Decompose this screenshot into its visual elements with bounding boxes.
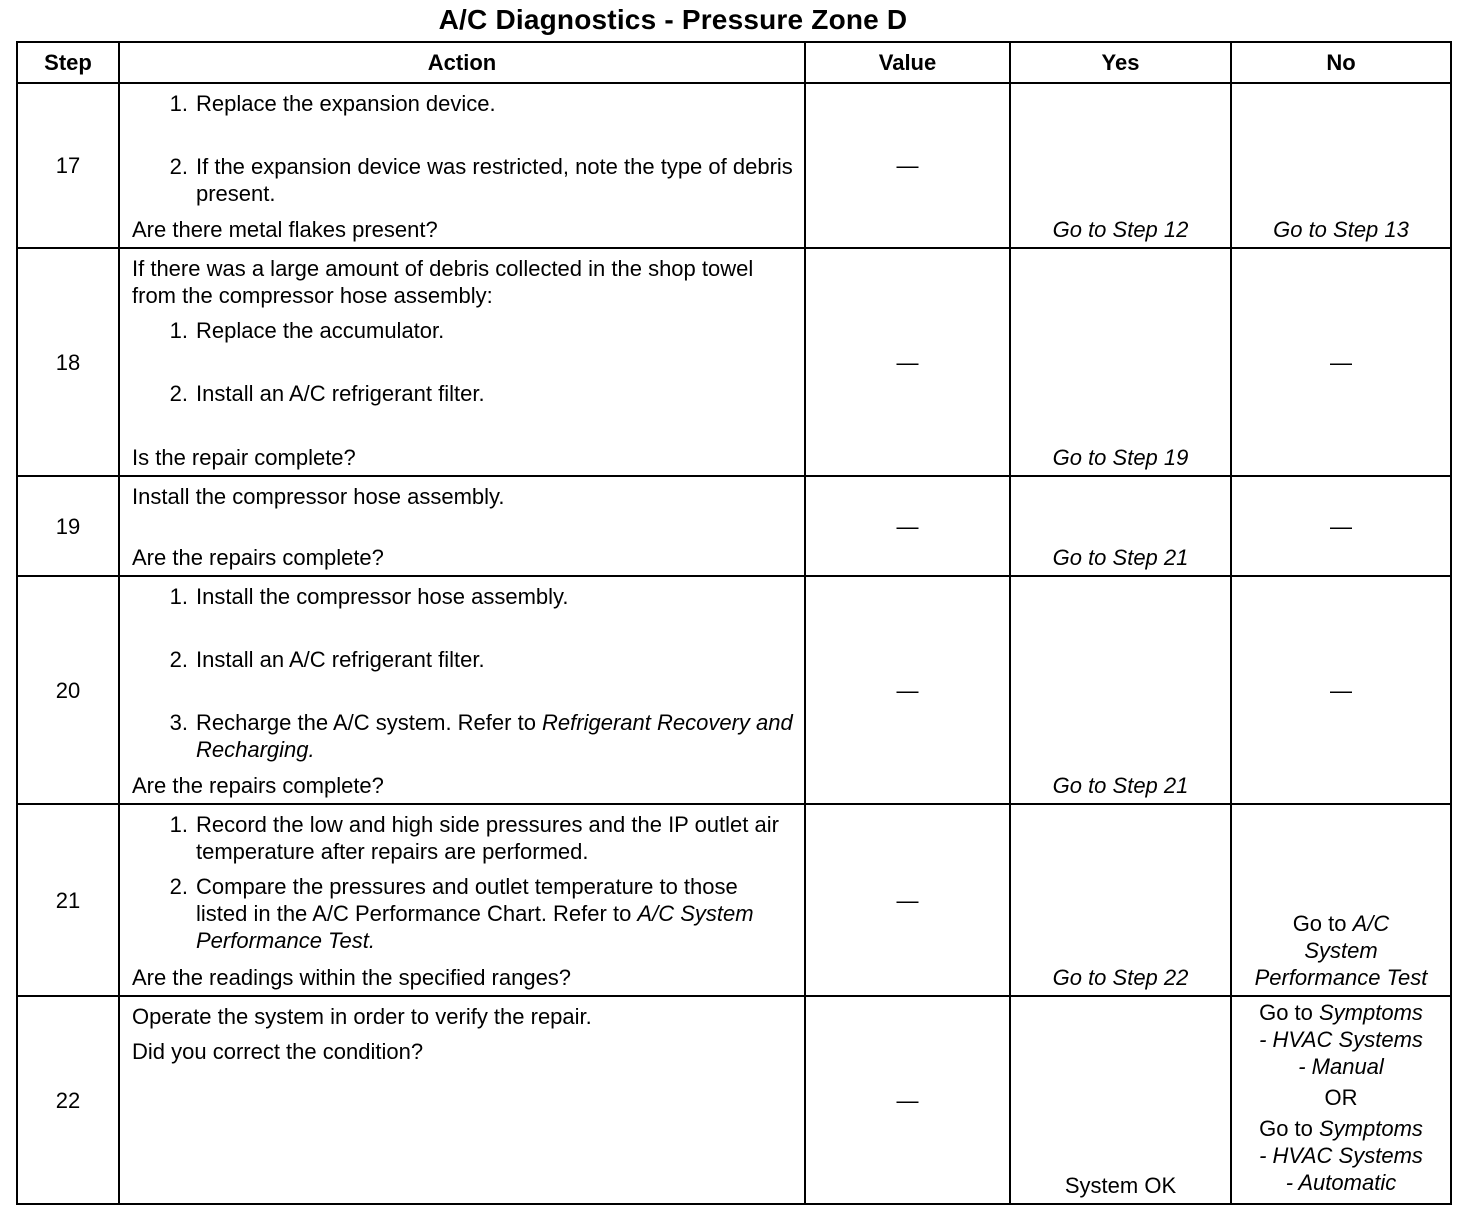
list-text: Record the low and high side pressures and the IP outlet air temperature after repairs are performed. [196,812,779,864]
list-number: 2. [169,154,188,179]
value-cell: — [805,476,1010,576]
step-number: 20 [17,576,119,804]
no-ref-text: A/C [1352,911,1390,936]
table-header-row [17,42,1451,83]
header-step: Step [17,42,119,83]
question-text: Is the repair complete? [132,445,356,470]
list-item [132,90,794,117]
yes-text: System OK [1010,996,1231,1204]
value-cell: — [805,804,1010,996]
question-text: Are there metal flakes present? [132,217,438,242]
list-item [132,646,794,673]
no-prefix: Go to [1259,1116,1319,1141]
action-cell [119,83,805,248]
step-number: 17 [17,83,119,248]
action-cell [119,248,805,476]
reference-link[interactable]: A/C System Performance Test [196,901,754,953]
list-text: Replace the expansion device. [196,91,496,116]
yes-link[interactable]: Go to Step 12 [1010,83,1231,248]
list-number: 2. [169,647,188,672]
no-link[interactable] [1231,804,1451,996]
header-action: Action [119,42,805,83]
list-text-punct: . [368,928,375,953]
action-cell [119,476,805,576]
action-cell [119,996,805,1204]
no-ref-text: Performance Test [1254,965,1428,990]
no-link-manual[interactable] [1232,999,1450,1026]
table-row [17,804,1451,996]
list-item [132,380,794,407]
no-ref-text: System [1304,938,1378,963]
list-text-part: Recharge the A/C system. Refer to [196,710,543,735]
no-prefix: Go to [1259,1000,1319,1025]
no-ref-text: Symptoms [1319,1116,1423,1141]
no-ref-text: - HVAC Systems [1259,1027,1423,1052]
action-cell [119,576,805,804]
list-text-part: Compare the pressures and outlet temperature to those listed in the A/C Performance Chart. Refer to [196,874,738,926]
question-text: Did you correct the condition? [132,1039,424,1064]
no-links [1231,996,1451,1204]
value-cell: — [805,996,1010,1204]
list-text: Install the compressor hose assembly. [196,584,569,609]
no-link-automatic[interactable] [1232,1115,1450,1142]
list-item [132,317,794,344]
table-row [17,576,1451,804]
list-text: Replace the accumulator. [196,318,445,343]
list-number: 2. [169,381,188,406]
no-ref-text: - HVAC Systems [1259,1143,1423,1168]
list-number: 1. [169,91,188,116]
yes-link[interactable]: Go to Step 21 [1010,576,1231,804]
list-text: If the expansion device was restricted, note the type of debris present. [196,154,793,206]
no-link[interactable]: Go to Step 13 [1231,83,1451,248]
no-ref-text: - Automatic [1285,1170,1397,1195]
list-text [196,709,794,763]
list-item [132,873,794,954]
header-no: No [1231,42,1451,83]
step-number: 19 [17,476,119,576]
list-number: 1. [169,584,188,609]
question-text: Are the repairs complete? [132,545,384,570]
reference-link[interactable]: Refrigerant Recovery and Recharging [196,710,793,762]
question-text: Are the repairs complete? [132,773,384,798]
action-cell [119,804,805,996]
step-number: 21 [17,804,119,996]
no-cell: — [1231,248,1451,476]
value-cell: — [805,248,1010,476]
yes-link[interactable]: Go to Step 22 [1010,804,1231,996]
table-row [17,476,1451,576]
intro-text: If there was a large amount of debris collected in the shop towel from the compressor hose assembly: [132,256,754,308]
no-ref-text: Symptoms [1319,1000,1423,1025]
question-text: Are the readings within the specified ranges? [132,965,572,990]
list-number: 1. [169,812,188,837]
value-cell: — [805,576,1010,804]
list-text: Install an A/C refrigerant filter. [196,647,485,672]
list-text-punct: . [308,737,315,762]
list-text [196,873,794,954]
table-row [17,996,1451,1204]
intro-text: Install the compressor hose assembly. [132,484,505,509]
list-item [132,709,794,763]
value-cell: — [805,83,1010,248]
table-row [17,83,1451,248]
diagnostic-table [16,41,1452,1205]
list-item [132,153,794,207]
list-number: 3. [169,710,188,735]
no-prefix: Go to [1292,911,1353,936]
list-number: 1. [169,318,188,343]
step-number: 22 [17,996,119,1204]
step-number: 18 [17,248,119,476]
or-text: OR [1324,1085,1358,1110]
no-ref-text: - Manual [1298,1054,1384,1079]
page-title: A/C Diagnostics - Pressure Zone D [438,4,908,35]
list-item [132,811,794,865]
list-text: Install an A/C refrigerant filter. [196,381,485,406]
yes-link[interactable]: Go to Step 19 [1010,248,1231,476]
yes-link[interactable]: Go to Step 21 [1010,476,1231,576]
list-item [132,583,794,610]
no-cell: — [1231,476,1451,576]
header-yes: Yes [1010,42,1231,83]
list-number: 2. [169,874,188,899]
table-row [17,248,1451,476]
no-cell: — [1231,576,1451,804]
header-value: Value [805,42,1010,83]
intro-text: Operate the system in order to verify the repair. [132,1004,592,1029]
